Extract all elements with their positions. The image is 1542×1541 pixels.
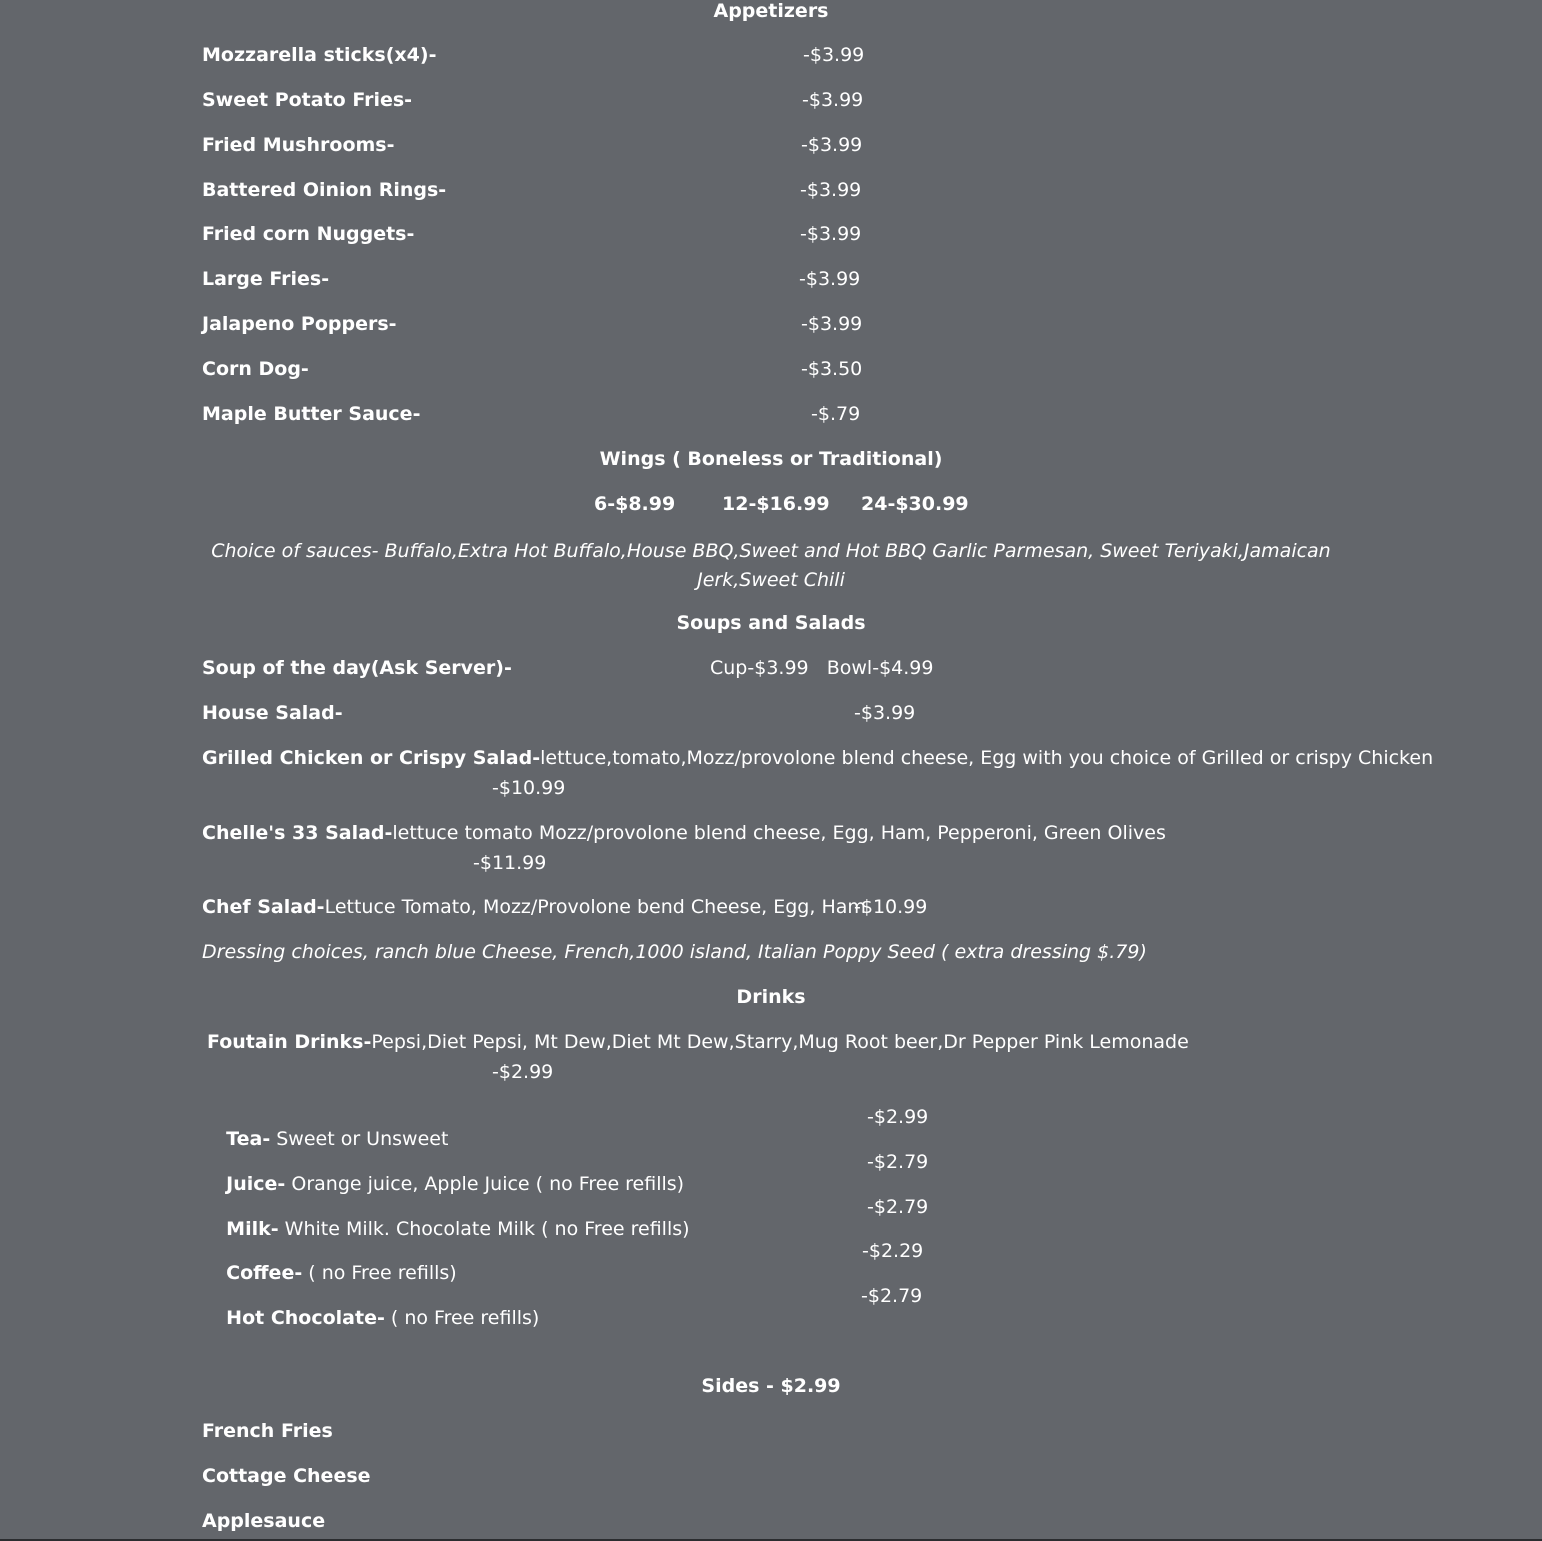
appetizer-price: -$3.99 xyxy=(802,89,864,111)
appetizer-price: -$3.99 xyxy=(801,134,863,156)
sides-heading: Sides - $2.99 xyxy=(701,1375,841,1397)
chelle-salad-desc: lettuce tomato Mozz/provolone blend cheese, Egg, Ham, Pepperoni, Green Olives xyxy=(392,822,1166,844)
drink-price: -$2.79 xyxy=(867,1151,929,1173)
drink-name: Juice- xyxy=(226,1173,286,1195)
appetizers-heading: Appetizers xyxy=(713,0,829,22)
appetizer-name: Battered Oinion Rings- xyxy=(202,179,447,201)
side-item: Applesauce xyxy=(202,1510,326,1532)
appetizer-price: -$3.99 xyxy=(799,268,861,290)
side-item: Cottage Cheese xyxy=(202,1465,371,1487)
appetizer-name: Large Fries- xyxy=(202,268,330,290)
appetizer-name: Sweet Potato Fries- xyxy=(202,89,413,111)
chelle-salad-price: -$11.99 xyxy=(473,852,547,874)
chef-salad-desc: Lettuce Tomato, Mozz/Provolone bend Cheese, Egg, Ham xyxy=(324,896,866,918)
wing-sauces: Choice of sauces- Buffalo,Extra Hot Buffalo,House BBQ,Sweet and Hot BBQ Garlic Parmesan, Sweet Teriyaki,Jamaican Jerk,Sweet Chili xyxy=(211,540,1331,591)
house-salad-name: House Salad- xyxy=(202,702,343,724)
drinks-heading: Drinks xyxy=(736,986,806,1008)
soup-price: Cup-$3.99 Bowl-$4.99 xyxy=(710,657,934,679)
appetizer-price: -$3.99 xyxy=(801,313,863,335)
fountain-desc: Pepsi,Diet Pepsi, Mt Dew,Diet Mt Dew,Starry,Mug Root beer,Dr Pepper Pink Lemonade xyxy=(371,1031,1189,1053)
drink-name: Milk- xyxy=(226,1218,279,1240)
drink-name: Coffee- xyxy=(226,1262,303,1284)
side-item: French Fries xyxy=(202,1420,333,1442)
drink-desc: ( no Free refills) xyxy=(384,1307,540,1329)
fountain-name: Foutain Drinks- xyxy=(207,1031,372,1053)
appetizer-name: Fried corn Nuggets- xyxy=(202,223,415,245)
wing-price: 12-$16.99 xyxy=(722,493,830,515)
drink-desc: Sweet or Unsweet xyxy=(270,1128,449,1150)
grilled-salad-name: Grilled Chicken or Crispy Salad- xyxy=(202,747,541,769)
fountain-row xyxy=(207,1031,1189,1053)
soups-heading: Soups and Salads xyxy=(676,612,866,634)
drink-price: -$2.79 xyxy=(867,1196,929,1218)
appetizer-name: Mozzarella sticks(x4)- xyxy=(202,44,437,66)
grilled-salad-price: -$10.99 xyxy=(492,777,566,799)
drink-row xyxy=(202,1285,539,1351)
appetizer-name: Jalapeno Poppers- xyxy=(202,313,397,335)
chelle-salad-name: Chelle's 33 Salad- xyxy=(202,822,393,844)
appetizer-name: Corn Dog- xyxy=(202,358,309,380)
drink-name: Tea- xyxy=(226,1128,271,1150)
soup-name: Soup of the day(Ask Server)- xyxy=(202,657,512,679)
chef-salad-row xyxy=(202,896,866,918)
appetizer-name: Maple Butter Sauce- xyxy=(202,403,421,425)
drink-desc: White Milk. Chocolate Milk ( no Free refills) xyxy=(278,1218,690,1240)
grilled-salad-row xyxy=(202,747,1433,769)
wings-heading: Wings ( Boneless or Traditional) xyxy=(599,448,943,470)
appetizer-price: -$3.50 xyxy=(801,358,863,380)
appetizer-name: Fried Mushrooms- xyxy=(202,134,395,156)
chef-salad-name: Chef Salad- xyxy=(202,896,325,918)
appetizer-price: -$3.99 xyxy=(800,179,862,201)
grilled-salad-desc: lettuce,tomato,Mozz/provolone blend cheese, Egg with you choice of Grilled or crispy Chicken xyxy=(540,747,1434,769)
appetizer-price: -$.79 xyxy=(811,403,861,425)
drink-name: Hot Chocolate- xyxy=(226,1307,385,1329)
appetizer-price: -$3.99 xyxy=(800,223,862,245)
wing-price: 6-$8.99 xyxy=(594,493,676,515)
appetizer-price: -$3.99 xyxy=(803,44,865,66)
drink-price: -$2.99 xyxy=(867,1106,929,1128)
drink-desc: Orange juice, Apple Juice ( no Free refills) xyxy=(285,1173,685,1195)
house-salad-price: -$3.99 xyxy=(854,702,916,724)
drink-price: -$2.79 xyxy=(861,1285,923,1307)
chef-salad-price: -$10.99 xyxy=(854,896,928,918)
drink-desc: ( no Free refills) xyxy=(302,1262,457,1284)
drink-price: -$2.29 xyxy=(862,1240,924,1262)
dressing-choices: Dressing choices, ranch blue Cheese, French,1000 island, Italian Poppy Seed ( extra dressing $.79) xyxy=(202,941,1147,963)
chelle-salad-row xyxy=(202,822,1166,844)
wing-price: 24-$30.99 xyxy=(861,493,969,515)
fountain-price: -$2.99 xyxy=(492,1061,554,1083)
